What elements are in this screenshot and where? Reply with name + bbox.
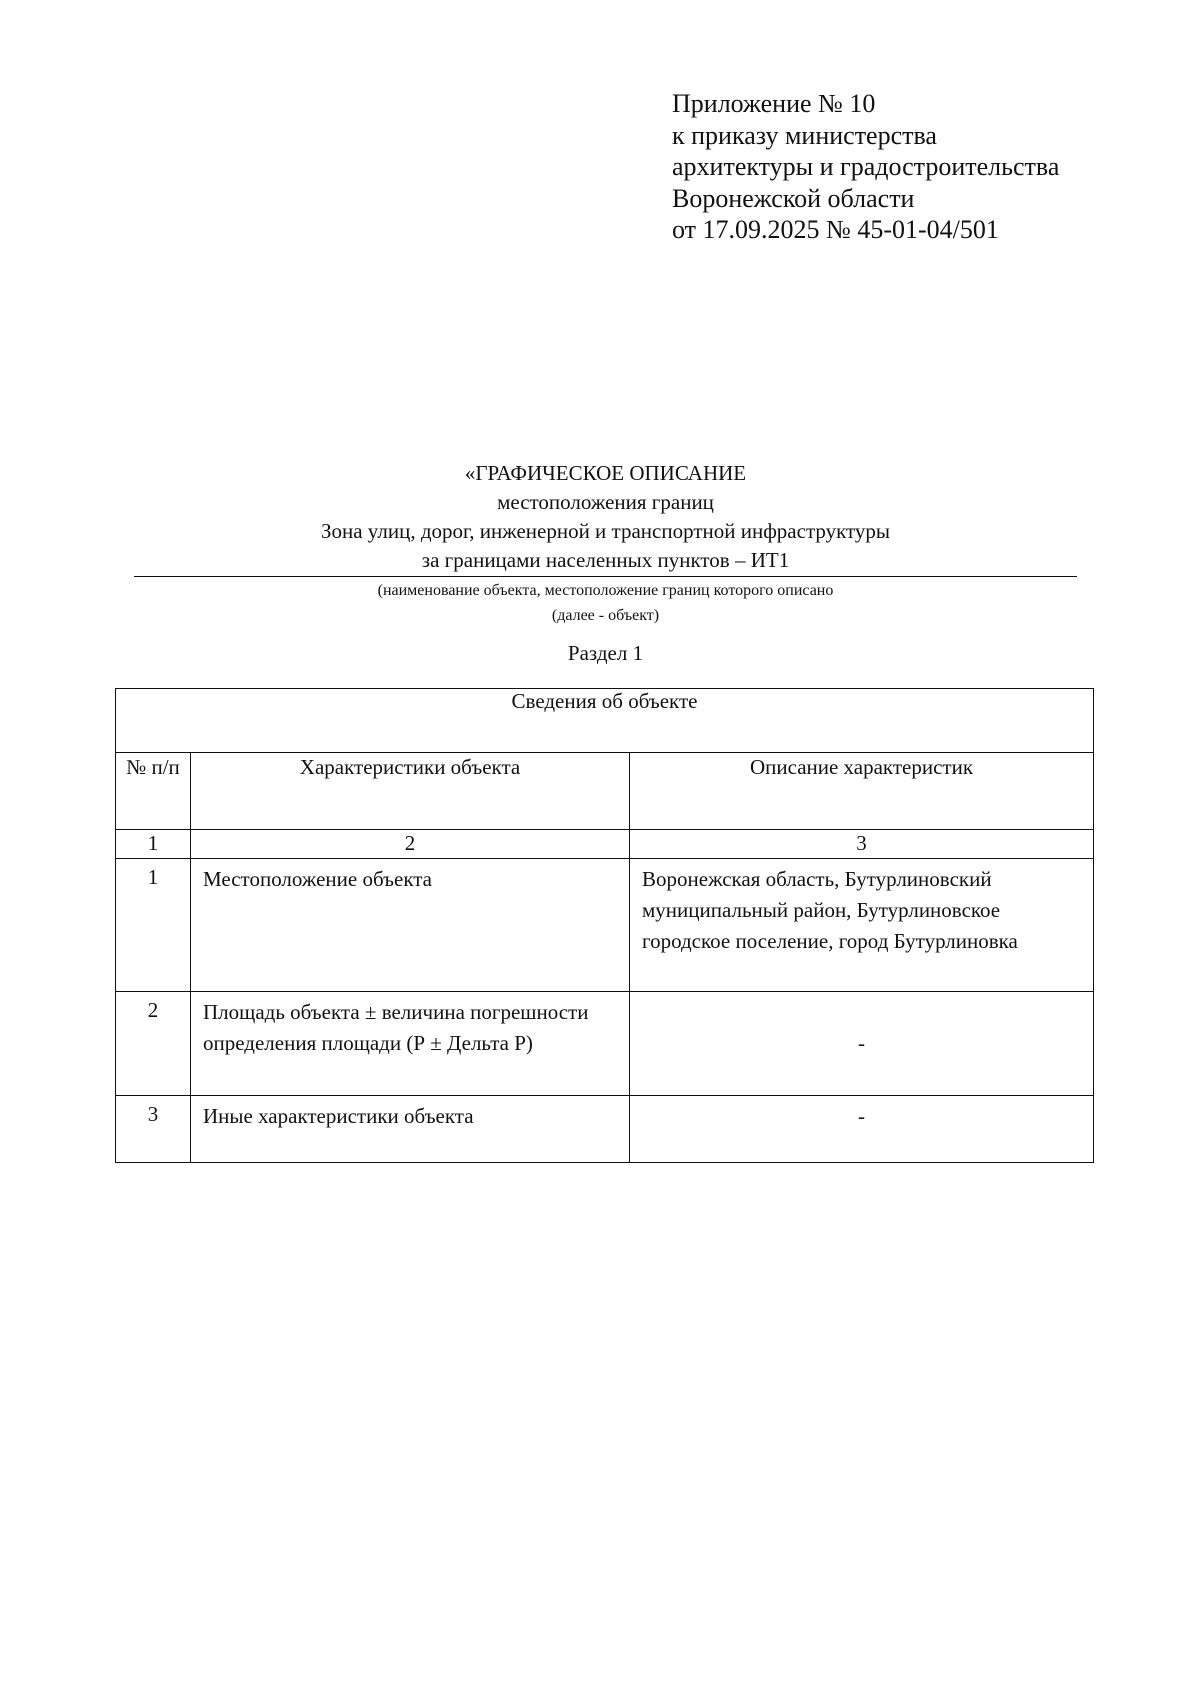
object-info-table [115, 688, 1094, 1163]
document-title-block [134, 459, 1077, 667]
row-characteristic: Местоположение объекта [191, 859, 630, 992]
object-name-line: за границами населенных пунктов – ИТ1 [134, 546, 1077, 577]
table-row [116, 859, 1094, 992]
object-name-caption: (наименование объекта, местоположение границ которого описано [377, 582, 834, 599]
row-number: 3 [116, 1096, 191, 1163]
column-numbers-row [116, 830, 1094, 859]
table-header: Сведения об объекте [116, 689, 1094, 753]
row-characteristic: Площадь объекта ± величина погрешности определения площади (Р ± Дельта Р) [191, 992, 630, 1096]
row-description: Воронежская область, Бутурлиновский муниципальный район, Бутурлиновское городское поселение, город Бутурлиновка [630, 859, 1094, 992]
object-name-line: Зона улиц, дорог, инженерной и транспортной инфраструктуры [320, 519, 891, 543]
table-row [116, 992, 1094, 1096]
appendix-line: Воронежской области [672, 183, 915, 213]
column-number: 1 [116, 830, 191, 859]
object-name-caption: (далее - объект) [551, 607, 660, 624]
column-headers-row [116, 753, 1094, 830]
appendix-line: от 17.09.2025 № 45-01-04/501 [672, 215, 999, 244]
document-subtitle: местоположения границ [497, 490, 714, 514]
column-number: 3 [630, 830, 1094, 859]
row-description: - [630, 1096, 1094, 1163]
appendix-line: к приказу министерства [672, 120, 937, 150]
appendix-line: архитектуры и градостроительства [672, 152, 1060, 181]
column-number: 2 [191, 830, 630, 859]
section-title: Раздел 1 [567, 641, 644, 665]
column-header: № п/п [116, 753, 191, 830]
appendix-line: Приложение № 10 [672, 89, 876, 118]
row-number: 1 [116, 859, 191, 992]
row-characteristic: Иные характеристики объекта [191, 1096, 630, 1163]
column-header: Описание характеристик [630, 753, 1094, 830]
appendix-block [672, 88, 1182, 246]
table-header-row [116, 689, 1094, 753]
row-description: - [630, 992, 1094, 1096]
table-row [116, 1096, 1094, 1163]
column-header: Характеристики объекта [191, 753, 630, 830]
row-number: 2 [116, 992, 191, 1096]
document-title: «ГРАФИЧЕСКОЕ ОПИСАНИЕ [464, 461, 747, 485]
